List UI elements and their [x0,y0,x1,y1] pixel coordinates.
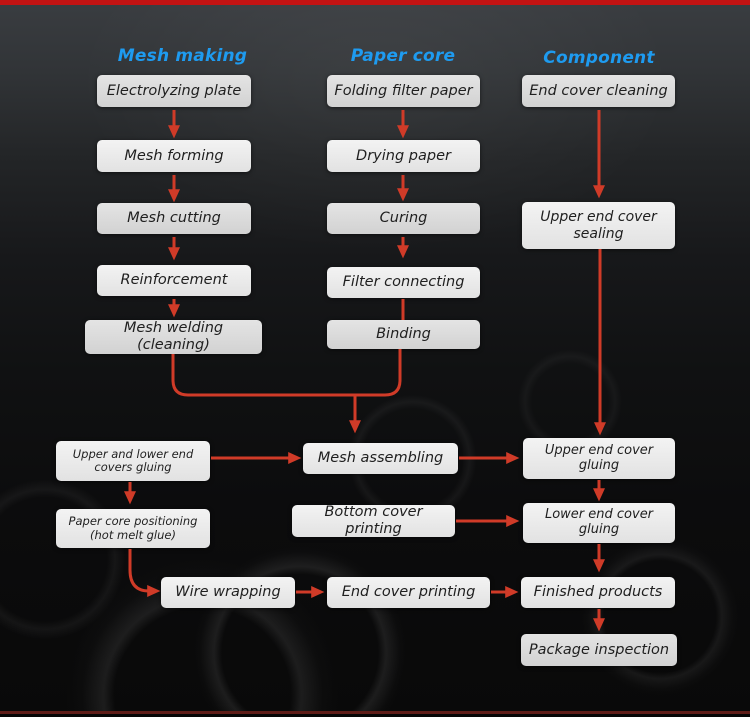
step-curing: Curing [327,203,480,234]
step-drying-paper: Drying paper [327,140,480,172]
step-electrolyzing-plate: Electrolyzing plate [97,75,251,107]
step-package-inspection: Package inspection [521,634,677,666]
step-bottom-cover-printing: Bottom cover printing [292,505,455,537]
step-mesh-welding-cleaning: Mesh welding (cleaning) [85,320,262,354]
step-lower-end-cover-gluing: Lower end cover gluing [523,503,675,543]
step-filter-connecting: Filter connecting [327,267,480,298]
step-mesh-forming: Mesh forming [97,140,251,172]
arrow-positioning-to-wire [130,549,149,591]
step-mesh-assembling: Mesh assembling [303,443,458,474]
step-reinforcement: Reinforcement [97,265,251,296]
step-paper-core-positioning: Paper core positioning (hot melt glue) [56,509,210,548]
top-red-bar [0,0,750,5]
step-upper-lower-covers-gluing: Upper and lower end covers gluing [56,441,210,481]
column-header-paper-core: Paper core [350,46,456,66]
column-header-mesh-making: Mesh making [117,46,248,66]
step-upper-end-cover-sealing: Upper end cover sealing [522,202,675,249]
step-folding-filter-paper: Folding filter paper [327,75,480,107]
step-upper-end-cover-gluing: Upper end cover gluing [523,438,675,479]
column-header-component: Component [543,48,655,68]
step-mesh-cutting: Mesh cutting [97,203,251,234]
line-welding-binding-merge [173,349,400,395]
step-end-cover-cleaning: End cover cleaning [522,75,675,107]
step-wire-wrapping: Wire wrapping [161,577,295,608]
step-finished-products: Finished products [521,577,675,608]
step-binding: Binding [327,320,480,349]
step-end-cover-printing: End cover printing [327,577,490,608]
